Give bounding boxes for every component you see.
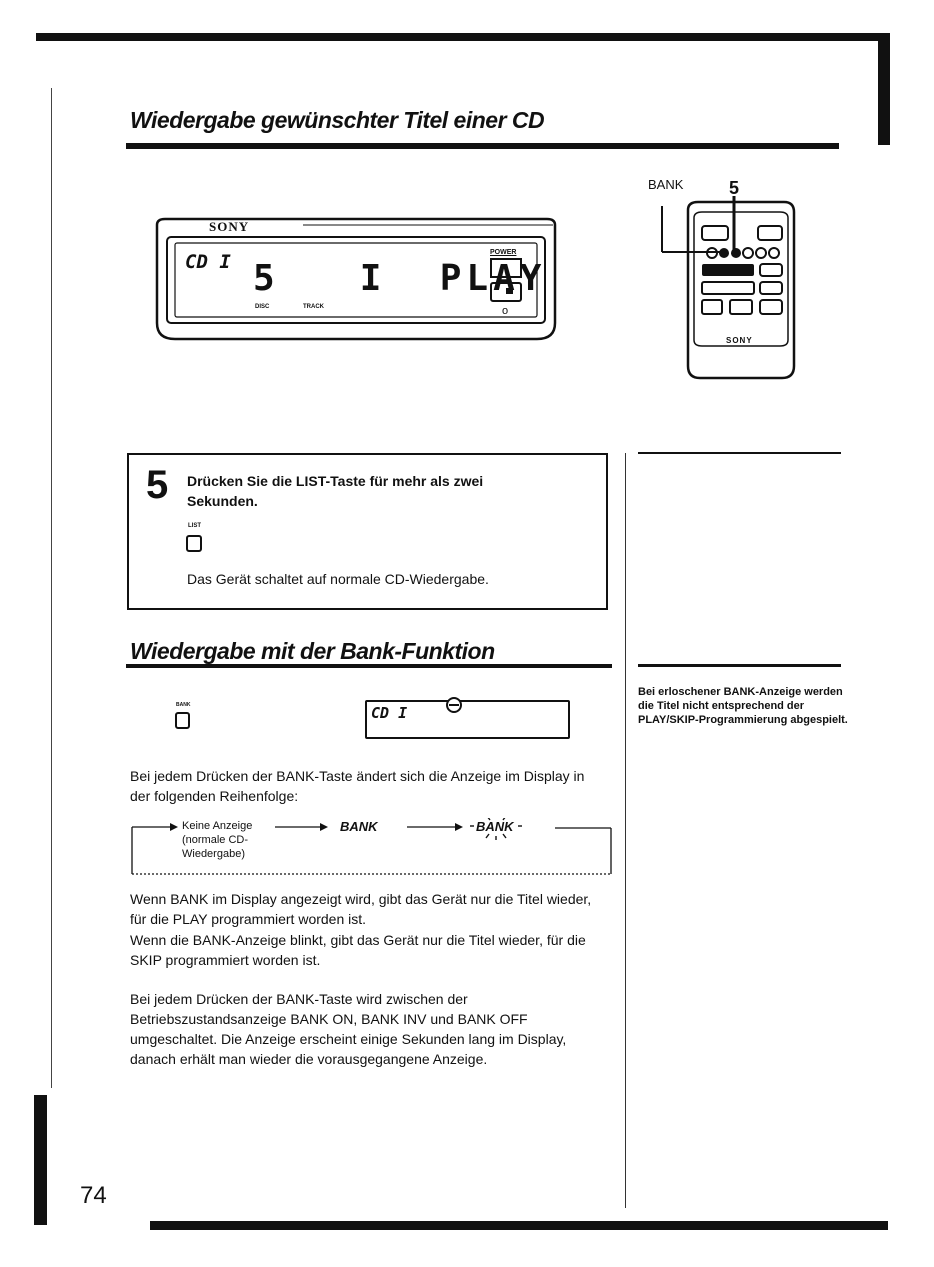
section-title-bank-function: Wiedergabe mit der Bank-Funktion [130, 638, 495, 664]
sequence-step-bank-blinking: BANK [476, 819, 514, 834]
left-border-bar [34, 1095, 47, 1225]
remote-control-drawing [648, 196, 796, 380]
bank-lcd-display [365, 700, 570, 739]
bank-display-sequence-diagram [130, 818, 615, 878]
sequence-step-bank: BANK [340, 819, 378, 834]
sidebar-note: Bei erloschener BANK-Anzeige werden die Titel nicht entsprechend der PLAY/SKIP-Programmierung abgespielt. [638, 686, 848, 726]
bottom-border-bar [150, 1221, 888, 1230]
cd-player-display-illustration [153, 215, 559, 341]
section-title-underline [126, 143, 839, 149]
page-number: 74 [80, 1182, 107, 1209]
bank-button-label: BANK [176, 702, 191, 708]
sequence-step-no-display-note-2: Wiedergabe) [182, 848, 245, 860]
brand-logo-sony: SONY [209, 219, 250, 234]
step-5-box [127, 453, 608, 610]
left-margin-line [51, 88, 52, 1088]
step-5-instruction: Drücken Sie die LIST-Taste für mehr als zwei Sekunden. [187, 473, 484, 509]
step-number: 5 [146, 463, 169, 507]
sequence-step-no-display-note-1: (normale CD- [182, 834, 249, 846]
right-column-rule-mid [638, 664, 841, 667]
remote-step-number: 5 [729, 178, 740, 198]
remote-control-illustration [648, 196, 796, 380]
list-button-label: LIST [188, 523, 201, 529]
list-button-icon [186, 535, 202, 552]
paragraph-bank-play: Wenn BANK im Display angezeigt wird, gibt das Gerät nur die Titel wieder, für die PLAY programmiert worden ist. [130, 891, 592, 927]
top-border-bar [36, 33, 888, 41]
bank-button-icon [175, 712, 190, 729]
bank-lcd-cd-indicator: CD I [371, 704, 408, 722]
section2-title-underline [126, 664, 612, 668]
lcd-cd-indicator: CD I [185, 251, 231, 273]
paragraph-bank-mode-toggle: Bei jedem Drücken der BANK-Taste wird zwischen der Betriebszustandsanzeige BANK ON, BANK INV und BANK OFF umgeschaltet. Die Anzeige erscheint einige Sekunden lang im Display, danach erhält man wieder die vorausgegangene Anzeige. [130, 991, 567, 1067]
right-column-rule-top [638, 452, 841, 454]
lcd-track-label: TRACK [303, 304, 324, 310]
paragraph-bank-sequence-intro: Bei jedem Drücken der BANK-Taste ändert sich die Anzeige im Display in der folgenden Reihenfolge: [130, 768, 585, 804]
lcd-disc-label: DISC [255, 304, 270, 310]
right-border-bar [878, 33, 890, 145]
remote-brand-logo: SONY [726, 336, 753, 345]
bank-indicator-icon [445, 696, 463, 714]
right-column-divider [625, 453, 626, 1208]
remote-bank-label: BANK [648, 177, 684, 192]
step-5-result: Das Gerät schaltet auf normale CD-Wiedergabe. [187, 571, 489, 587]
paragraph-bank-skip: Wenn die BANK-Anzeige blinkt, gibt das Gerät nur die Titel wieder, für die SKIP programmiert worden ist. [130, 932, 586, 968]
section-title-cd-playback: Wiedergabe gewünschter Titel einer CD [130, 107, 545, 133]
power-button-label: POWER [490, 249, 517, 256]
indicator-circle: o [502, 305, 509, 317]
sequence-step-no-display: Keine Anzeige [182, 820, 253, 832]
lcd-main-readout: 5 I PLAY [253, 258, 547, 299]
